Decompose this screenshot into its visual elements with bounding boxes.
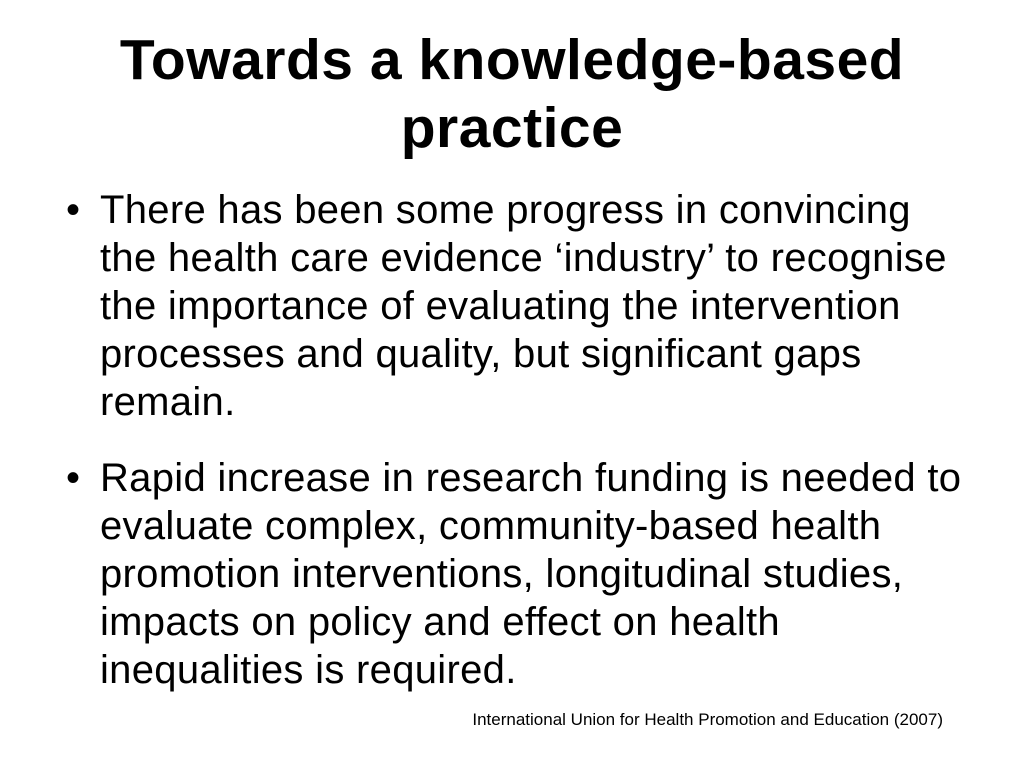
bullet-text	[100, 186, 994, 426]
bullet-text-line: impacts on policy and effect on health	[100, 600, 780, 644]
footer-citation: International Union for Health Promotion and Education (2007)	[472, 710, 943, 729]
slide-title-line-1: Towards a knowledge-based	[119, 28, 905, 92]
bullet-text-line: promotion interventions, longitudinal studies,	[100, 552, 904, 596]
bullet-text	[100, 454, 994, 694]
bullet-text-line: processes and quality, but significant gaps	[100, 332, 862, 376]
bullet-list	[62, 186, 994, 694]
bullet-text-line: evaluate complex, community-based health	[100, 504, 882, 548]
bullet-marker: •	[66, 456, 81, 500]
bullet-text-line: Rapid increase in research funding is needed to	[100, 456, 962, 500]
bullet-item	[62, 186, 994, 426]
bullet-text-line: remain.	[100, 380, 236, 424]
bullet-text-line: the health care evidence ‘industry’ to recognise	[100, 236, 947, 280]
slide-title	[0, 26, 1024, 162]
bullet-text-line: There has been some progress in convincing	[100, 188, 911, 232]
slide-title-line-2: practice	[400, 96, 624, 160]
bullet-item	[62, 454, 994, 694]
bullet-marker: •	[66, 188, 81, 232]
bullet-text-line: inequalities is required.	[100, 648, 517, 692]
bullet-text-line: the importance of evaluating the intervention	[100, 284, 901, 328]
